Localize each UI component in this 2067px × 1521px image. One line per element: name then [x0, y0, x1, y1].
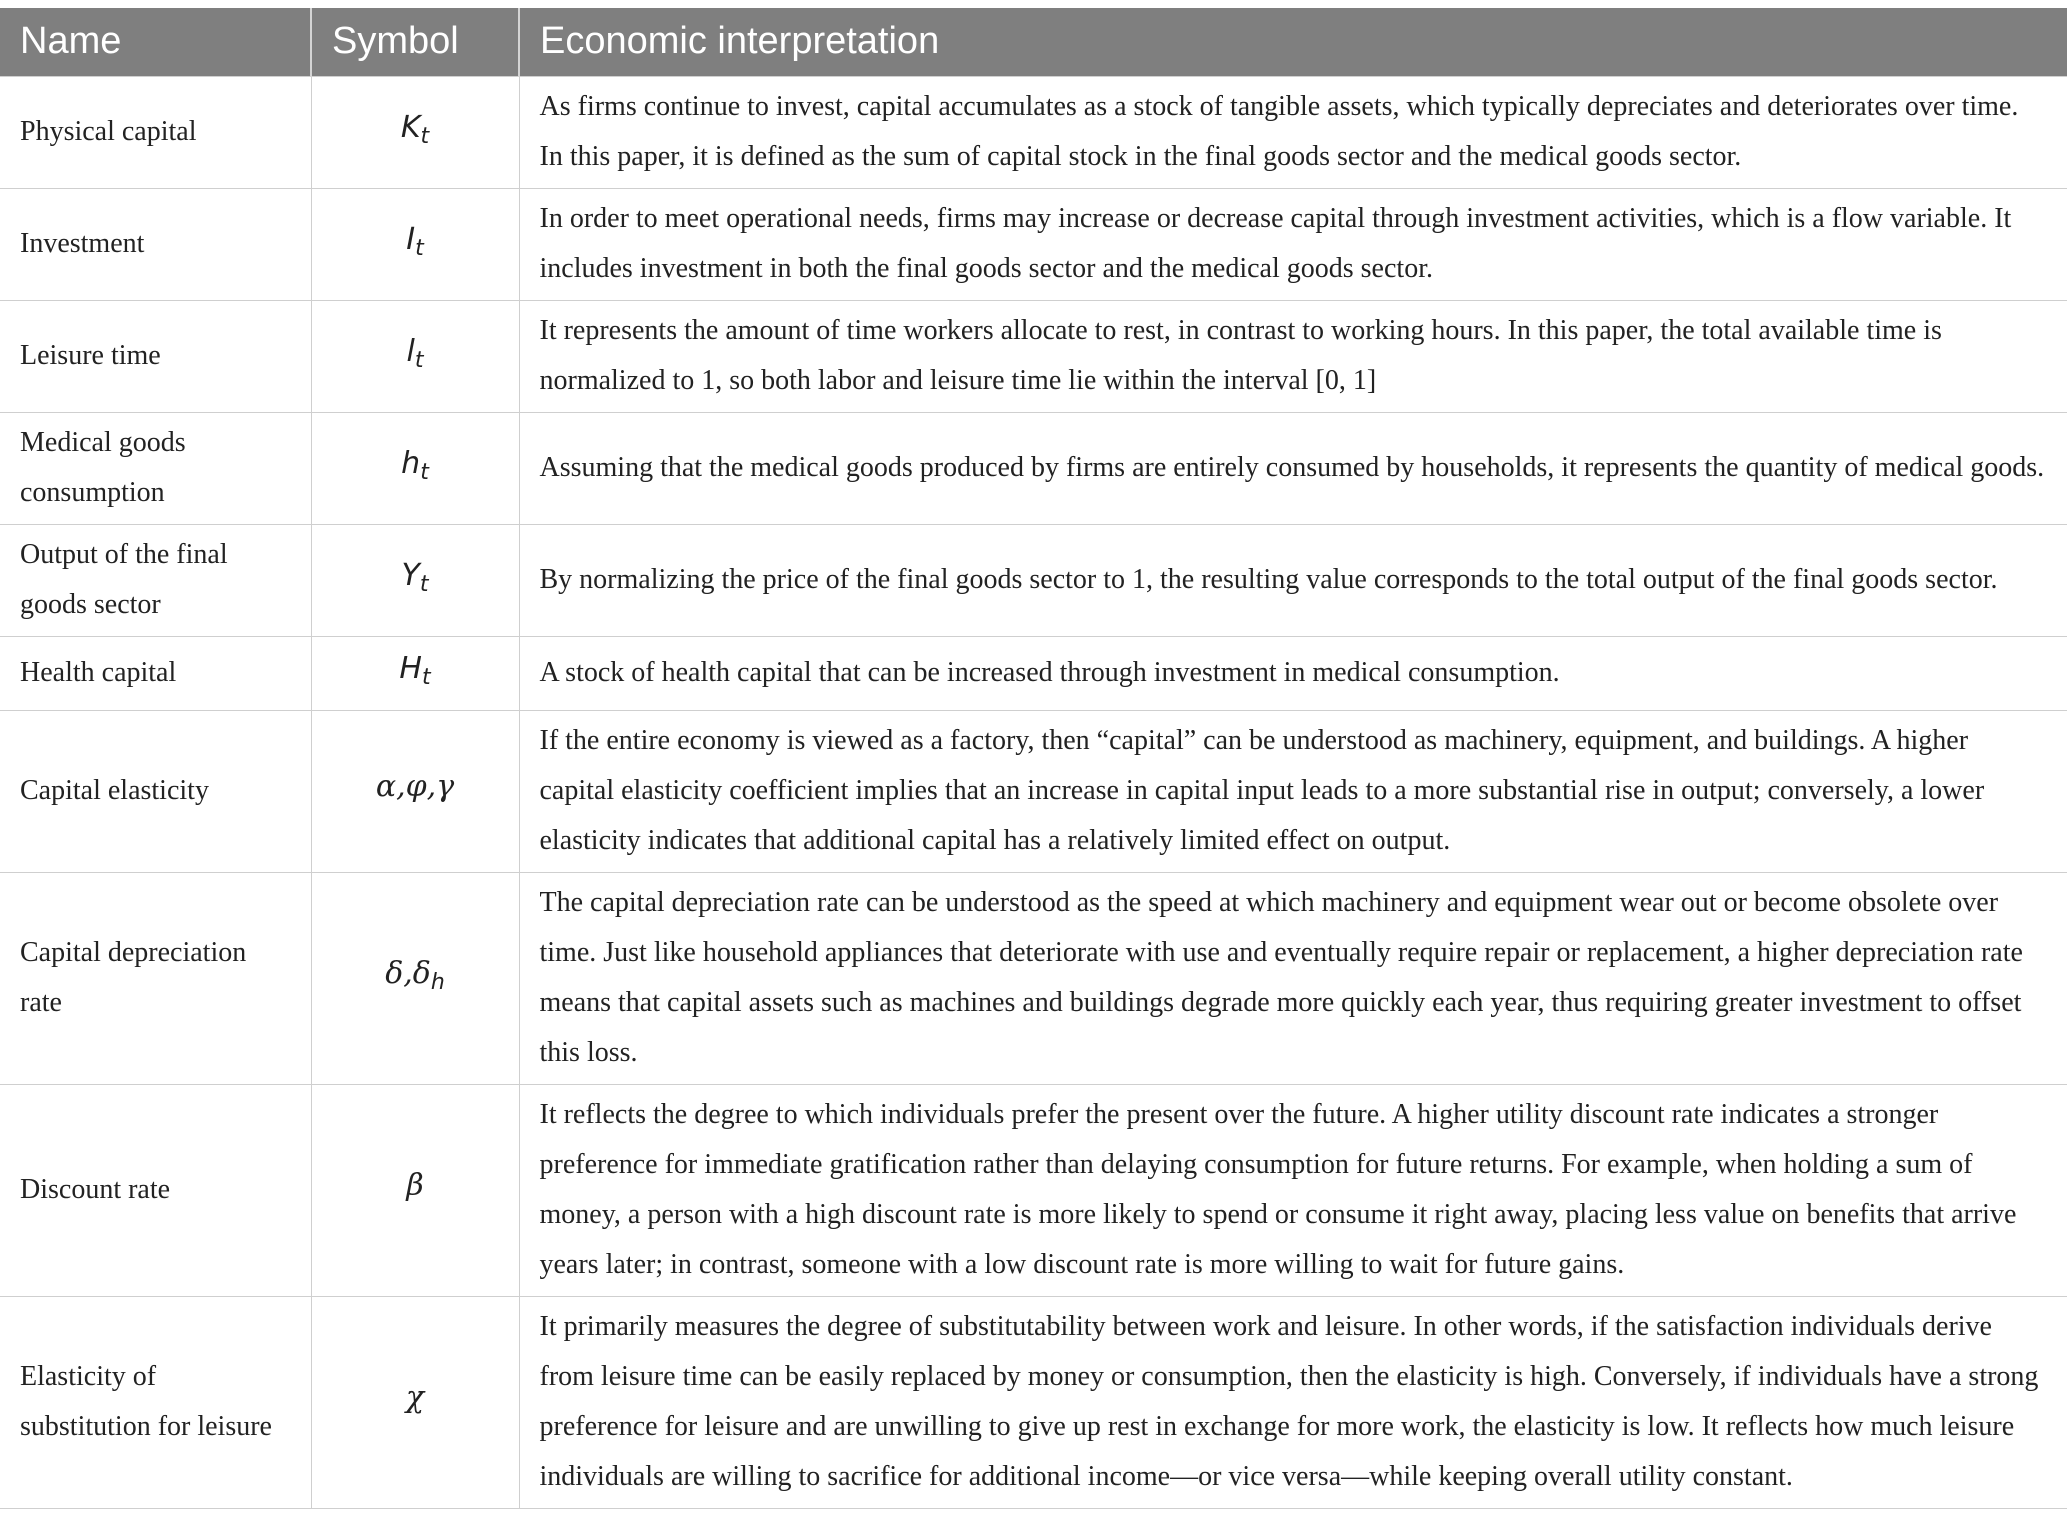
cell-symbol	[311, 1296, 519, 1508]
table-row	[0, 76, 2067, 188]
cell-symbol	[311, 76, 519, 188]
cell-name: Capital depreciation rate	[0, 872, 311, 1084]
cell-name: Medical goods consumption	[0, 412, 311, 524]
cell-interpretation: As firms continue to invest, capital accumulates as a stock of tangible assets, which typically depreciates and deteriorates over time. In this paper, it is defined as the sum of capital stock in the final goods sector and the medical goods sector.	[519, 76, 2067, 188]
table-row	[0, 188, 2067, 300]
cell-name: Investment	[0, 188, 311, 300]
cell-interpretation: A stock of health capital that can be increased through investment in medical consumption.	[519, 636, 2067, 710]
variables-table	[0, 8, 2067, 1509]
table-row	[0, 636, 2067, 710]
cell-interpretation: The capital depreciation rate can be understood as the speed at which machinery and equipment wear out or become obsolete over time. Just like household appliances that deteriorate with use and eventually require repair or replacement, a higher depreciation rate means that capital assets such as machines and buildings degrade more quickly each year, thus requiring greater investment to offset this loss.	[519, 872, 2067, 1084]
cell-symbol	[311, 636, 519, 710]
table-row	[0, 412, 2067, 524]
cell-name: Output of the final goods sector	[0, 524, 311, 636]
cell-name: Elasticity of substitution for leisure	[0, 1296, 311, 1508]
symbol-base: Y	[401, 557, 420, 593]
header-name: Name	[0, 8, 311, 76]
symbol-base: H	[399, 650, 422, 686]
table-row	[0, 710, 2067, 872]
header-symbol: Symbol	[311, 8, 519, 76]
symbol-subscript: t	[419, 571, 429, 597]
cell-symbol	[311, 188, 519, 300]
cell-symbol	[311, 710, 519, 872]
cell-interpretation: By normalizing the price of the final goods sector to 1, the resulting value corresponds to the total output of the final goods sector.	[519, 524, 2067, 636]
header-row	[0, 8, 2067, 76]
cell-interpretation: Assuming that the medical goods produced by firms are entirely consumed by households, it represents the quantity of medical goods.	[519, 412, 2067, 524]
symbol-subscript: t	[421, 664, 431, 690]
cell-symbol	[311, 1084, 519, 1296]
symbol-subscript: t	[414, 347, 424, 373]
cell-name: Capital elasticity	[0, 710, 311, 872]
table-row	[0, 524, 2067, 636]
table-row	[0, 300, 2067, 412]
cell-symbol	[311, 412, 519, 524]
cell-symbol	[311, 300, 519, 412]
symbol-base: K	[400, 109, 421, 145]
symbol-subscript: t	[415, 235, 424, 261]
table-header	[0, 8, 2067, 76]
table-row	[0, 1084, 2067, 1296]
cell-symbol	[311, 872, 519, 1084]
symbol-base: χ	[405, 1379, 425, 1415]
symbol-subscript: t	[420, 459, 429, 485]
cell-interpretation: If the entire economy is viewed as a factory, then “capital” can be understood as machinery, equipment, and buildings. A higher capital elasticity coefficient implies that an increase in capital input leads to a more substantial rise in output; conversely, a lower elasticity indicates that additional capital has a relatively limited effect on output.	[519, 710, 2067, 872]
table-body	[0, 76, 2067, 1508]
variables-table-container	[0, 8, 2067, 1509]
symbol-base: I	[406, 221, 416, 257]
cell-interpretation: It reflects the degree to which individuals prefer the present over the future. A higher utility discount rate indicates a stronger preference for immediate gratification rather than delaying consumption for future returns. For example, when holding a sum of money, a person with a high discount rate is more likely to spend or consume it right away, placing less value on benefits that arrive years later; in contrast, someone with a low discount rate is more willing to wait for future gains.	[519, 1084, 2067, 1296]
symbol-base: h	[401, 445, 421, 481]
cell-interpretation: It represents the amount of time workers allocate to rest, in contrast to working hours. In this paper, the total available time is normalized to 1, so both labor and leisure time lie within the interval [0, 1]	[519, 300, 2067, 412]
symbol-base: β	[406, 1167, 424, 1203]
cell-name: Leisure time	[0, 300, 311, 412]
cell-name: Physical capital	[0, 76, 311, 188]
header-interpretation: Economic interpretation	[519, 8, 2067, 76]
symbol-subscript: h	[430, 969, 445, 995]
symbol-base: α,φ,γ	[375, 768, 455, 804]
cell-symbol	[311, 524, 519, 636]
table-row	[0, 872, 2067, 1084]
cell-name: Health capital	[0, 636, 311, 710]
cell-name: Discount rate	[0, 1084, 311, 1296]
symbol-subscript: t	[420, 123, 430, 149]
symbol-base: δ,δ	[385, 955, 431, 991]
symbol-base: l	[406, 333, 415, 369]
cell-interpretation: It primarily measures the degree of substitutability between work and leisure. In other words, if the satisfaction individuals derive from leisure time can be easily replaced by money or consumption, then the elasticity is high. Conversely, if individuals have a strong preference for leisure and are unwilling to give up rest in exchange for more work, the elasticity is low. It reflects how much leisure individuals are willing to sacrifice for additional income—or vice versa—while keeping overall utility constant.	[519, 1296, 2067, 1508]
cell-interpretation: In order to meet operational needs, firms may increase or decrease capital through investment activities, which is a flow variable. It includes investment in both the final goods sector and the medical goods sector.	[519, 188, 2067, 300]
table-row	[0, 1296, 2067, 1508]
